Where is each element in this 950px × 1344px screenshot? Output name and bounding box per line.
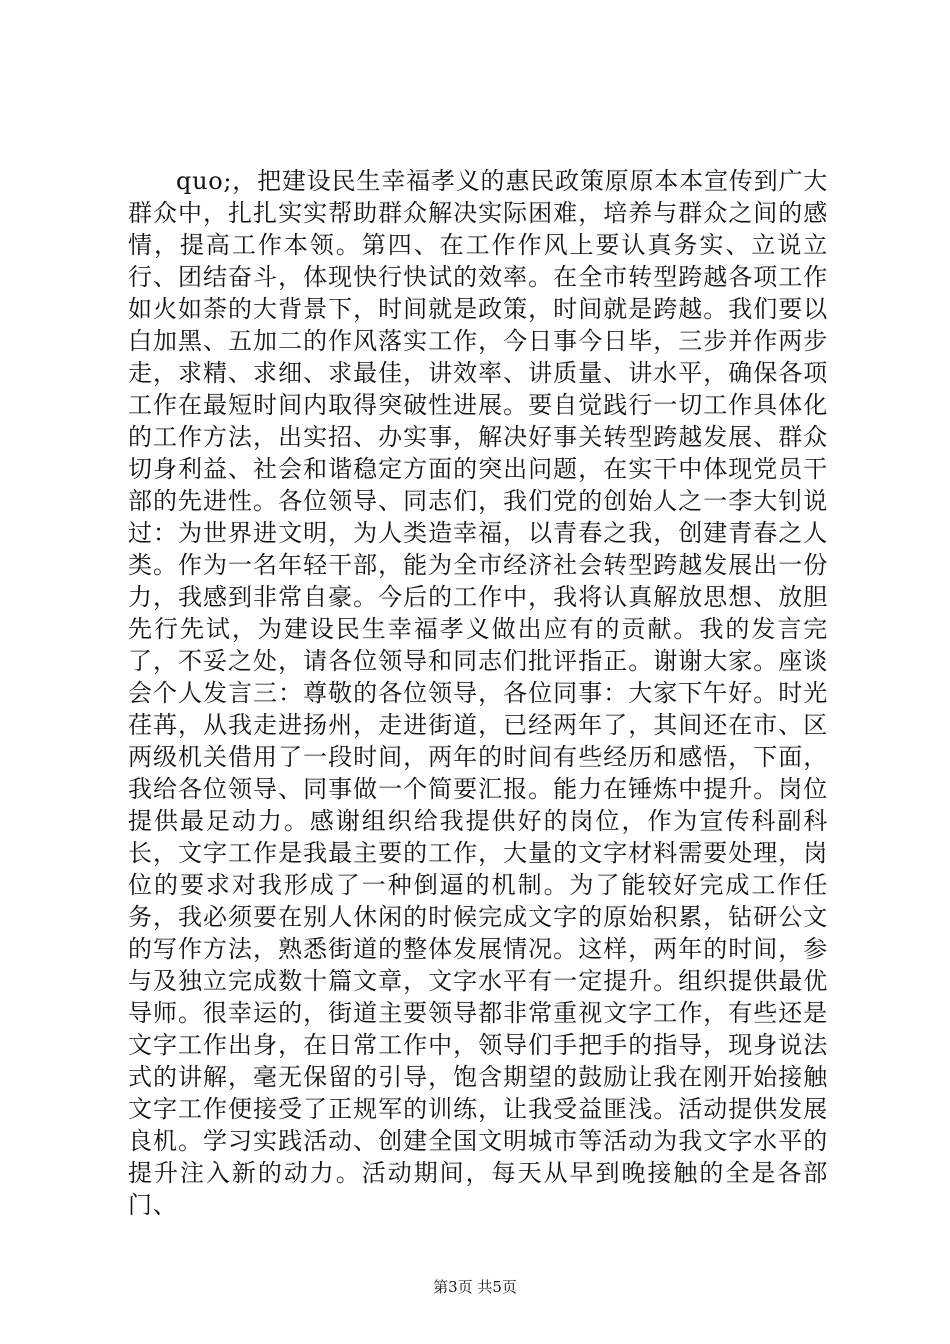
page-number-footer: 第3页 共5页 xyxy=(433,1278,517,1296)
body-paragraph: quo;，把建设民生幸福孝义的惠民政策原原本本宣传到广大群众中，扎扎实实帮助群众解决实际困难，培养与群众之间的感情，提高工作本领。第四、在工作作风上要认真务实、立说立行、团结奋斗，体现快行快试的效率。在全市转型跨越各项工作如火如荼的大背景下，时间就是政策，时间就是跨越。我们要以白加黑、五加二的作风落实工作，今日事今日毕，三步并作两步走，求精、求细、求最佳，讲效率、讲质量、讲水平，确保各项工作在最短时间内取得突破性进展。要自觉践行一切工作具体化的工作方法，出实招、办实事，解决好事关转型跨越发展、群众切身利益、社会和谐稳定方面的突出问题，在实干中体现党员干部的先进性。各位领导、同志们，我们党的创始人之一李大钊说过：为世界进文明，为人类造幸福，以青春之我，创建青春之人类。作为一名年轻干部，能为全市经济社会转型跨越发展出一份力，我感到非常自豪。今后的工作中，我将认真解放思想、放胆先行先试，为建设民生幸福孝义做出应有的贡献。我的发言完了，不妥之处，请各位领导和同志们批评指正。谢谢大家。座谈会个人发言三：尊敬的各位领导，各位同事：大家下午好。时光荏苒，从我走进扬州，走进街道，已经两年了，其间还在市、区两级机关借用了一段时间，两年的时间有些经历和感悟，下面，我给各位领导、同事做一个简要汇报。能力在锤炼中提升。岗位提供最足动力。感谢组织给我提供好的岗位，作为宣传科副科长，文字工作是我最主要的工作，大量的文字材料需要处理，岗位的要求对我形成了一种倒逼的机制。为了能较好完成工作任务，我必须要在别人休闲的时候完成文字的原始积累，钻研公文的写作方法，熟悉街道的整体发展情况。这样，两年的时间，参与及独立完成数十篇文章，文字水平有一定提升。组织提供最优导师。很幸运的，街道主要领导都非常重视文字工作，有些还是文字工作出身，在日常工作中，领导们手把手的指导，现身说法式的讲解，毫无保留的引导，饱含期望的鼓励让我在刚开始接触文字工作便接受了正规军的训练，让我受益匪浅。活动提供发展良机。学习实践活动、创建全国文明城市等活动为我文字水平的提升注入新的动力。活动期间，每天从早到晚接触的全是各部门、 xyxy=(128,167,828,1219)
